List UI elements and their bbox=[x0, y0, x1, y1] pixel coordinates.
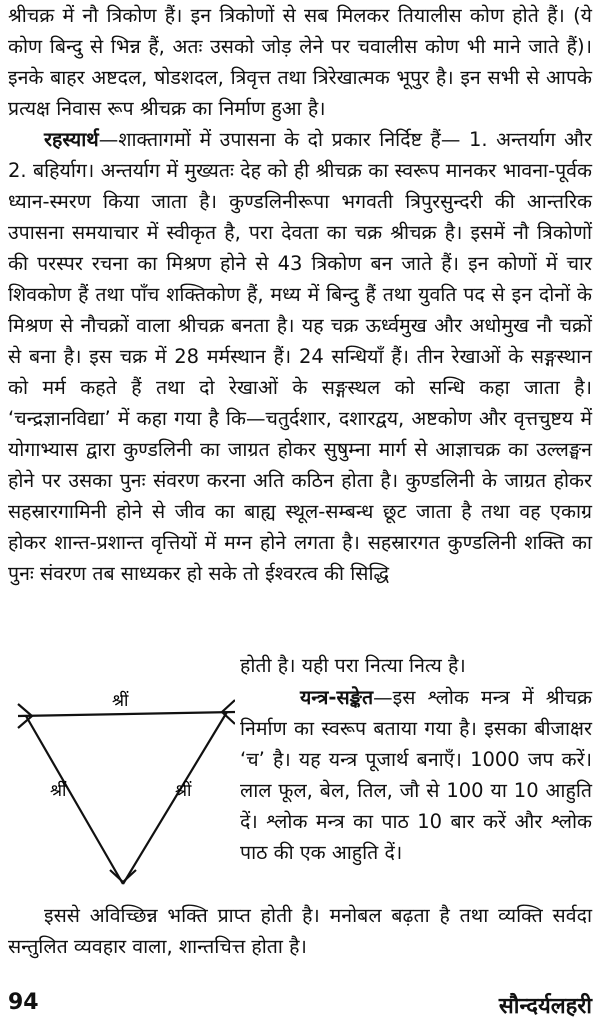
paragraph-rahasyartha bbox=[8, 124, 592, 589]
triangle-right-label: श्रीं bbox=[175, 781, 192, 801]
paragraph-result: इससे अविच्छिन्न भक्ति प्राप्त होती है। मनोबल बढ़ता है तथा व्यक्ति सर्वदा सन्तुलित व्यवहार वाला, शान्तचित्त होता है। bbox=[8, 904, 592, 958]
paragraph-sri-chakra: श्रीचक्र में नौ त्रिकोण हैं। इन त्रिकोणों से सब मिलकर तियालीस कोण होते हैं। (ये कोण बिन्दु से भिन्न हैं, अतः उसको जोड़ लेने पर चवालीस कोण भी माने जाते हैं)। इनके बाहर अष्टदल, षोडशदल, त्रिवृत्त तथा त्रिरेखात्मक भूपुर है। इन सभी से आपके प्रत्यक्ष निवास रूप श्रीचक्र का निर्माण हुआ है। bbox=[8, 4, 592, 120]
paragraph-yantra-sanketa bbox=[240, 682, 592, 868]
book-title: सौन्दर्यलहरी bbox=[498, 994, 592, 1019]
heading-rahasyartha: रहस्यार्थ bbox=[44, 128, 99, 151]
heading-yantra-sanketa: यन्त्र-सङ्केत bbox=[300, 686, 374, 709]
yantra-body: —इस श्लोक मन्त्र में श्रीचक्र निर्माण का स्वरूप बताया गया है। इसका बीजाक्षर ‘च’ है। यह यन्त्र पूजार्थ बनाएँ। 1000 जप करें। लाल फूल, बेल, तिल, जौ से 100 या 10 आहुति दें। श्लोक मन्त्र का पाठ 10 बार करें और श्लोक पाठ की एक आहुति दें। bbox=[240, 686, 592, 864]
page-footer bbox=[8, 990, 592, 1020]
triangle-left-label: श्रीं bbox=[50, 781, 67, 801]
paragraph-tail: होती है। यही परा नित्या नित्य है। bbox=[240, 654, 466, 677]
rahasyartha-body: —शाक्तागमों में उपासना के दो प्रकार निर्दिष्ट हैं— 1. अन्तर्याग और 2. बहिर्याग। अन्तर्याग में मुख्यतः देह को ही श्रीचक्र का स्वरूप मानकर भावना-पूर्वक ध्यान-स्मरण किया जाता है। कुण्डलिनीरूपा भगवती त्रिपुरसुन्दरी की आन्तरिक उपासना समयाचार में स्वीकृत है, परा देवता का चक्र श्रीचक्र है। इसमें नौ त्रिकोणों की परस्पर रचना का मिश्रण होने से 43 त्रिकोण बन जाते हैं। इन कोणों में चार शिवकोण हैं तथा पाँच शक्तिकोण हैं, मध्य में बिन्दु हैं तथा युवति पद से इन दोनों के मिश्रण से नौचक्रों वाला श्रीचक्र बनता है। यह चक्र ऊर्ध्वमुख और अधोमुख नौ चक्रों से बना है। इस चक्र में 28 मर्मस्थान हैं। 24 सन्धियाँ हैं। तीन रेखाओं के सङ्गस्थान को मर्म कहते हैं तथा दो रेखाओं के सङ्गस्थल को सन्धि कहा जाता है। ‘चन्द्रज्ञानविद्या’ में कहा गया है कि—चतुर्दशार, दशारद्वय, अष्टकोण और वृत्तचुष्टय में योगाभ्यास द्वारा कुण्डलिनी का जाग्रत होकर सुषुम्ना मार्ग से आज्ञाचक्र का उल्लङ्घन होने पर उसका पुनः संवरण करना अति कठिन होता है। कुण्डलिनी के जाग्रत होकर सहस्रारगामिनी होने से जीव का बाह्य स्थूल-सम्बन्ध छूट जाता है तथा वह एकाग्र होकर शान्त-प्रशान्त वृत्तियों में मग्न होने लगता है। सहस्रारगत कुण्डलिनी शक्ति का पुनः संवरण तब साध्यकर हो सके तो ईश्वरत्व की सिद्धि bbox=[8, 128, 592, 585]
page-number: 94 bbox=[8, 990, 39, 1015]
triangle-yantra-diagram bbox=[10, 688, 235, 898]
triangle-top-label: श्रीं bbox=[112, 691, 129, 711]
